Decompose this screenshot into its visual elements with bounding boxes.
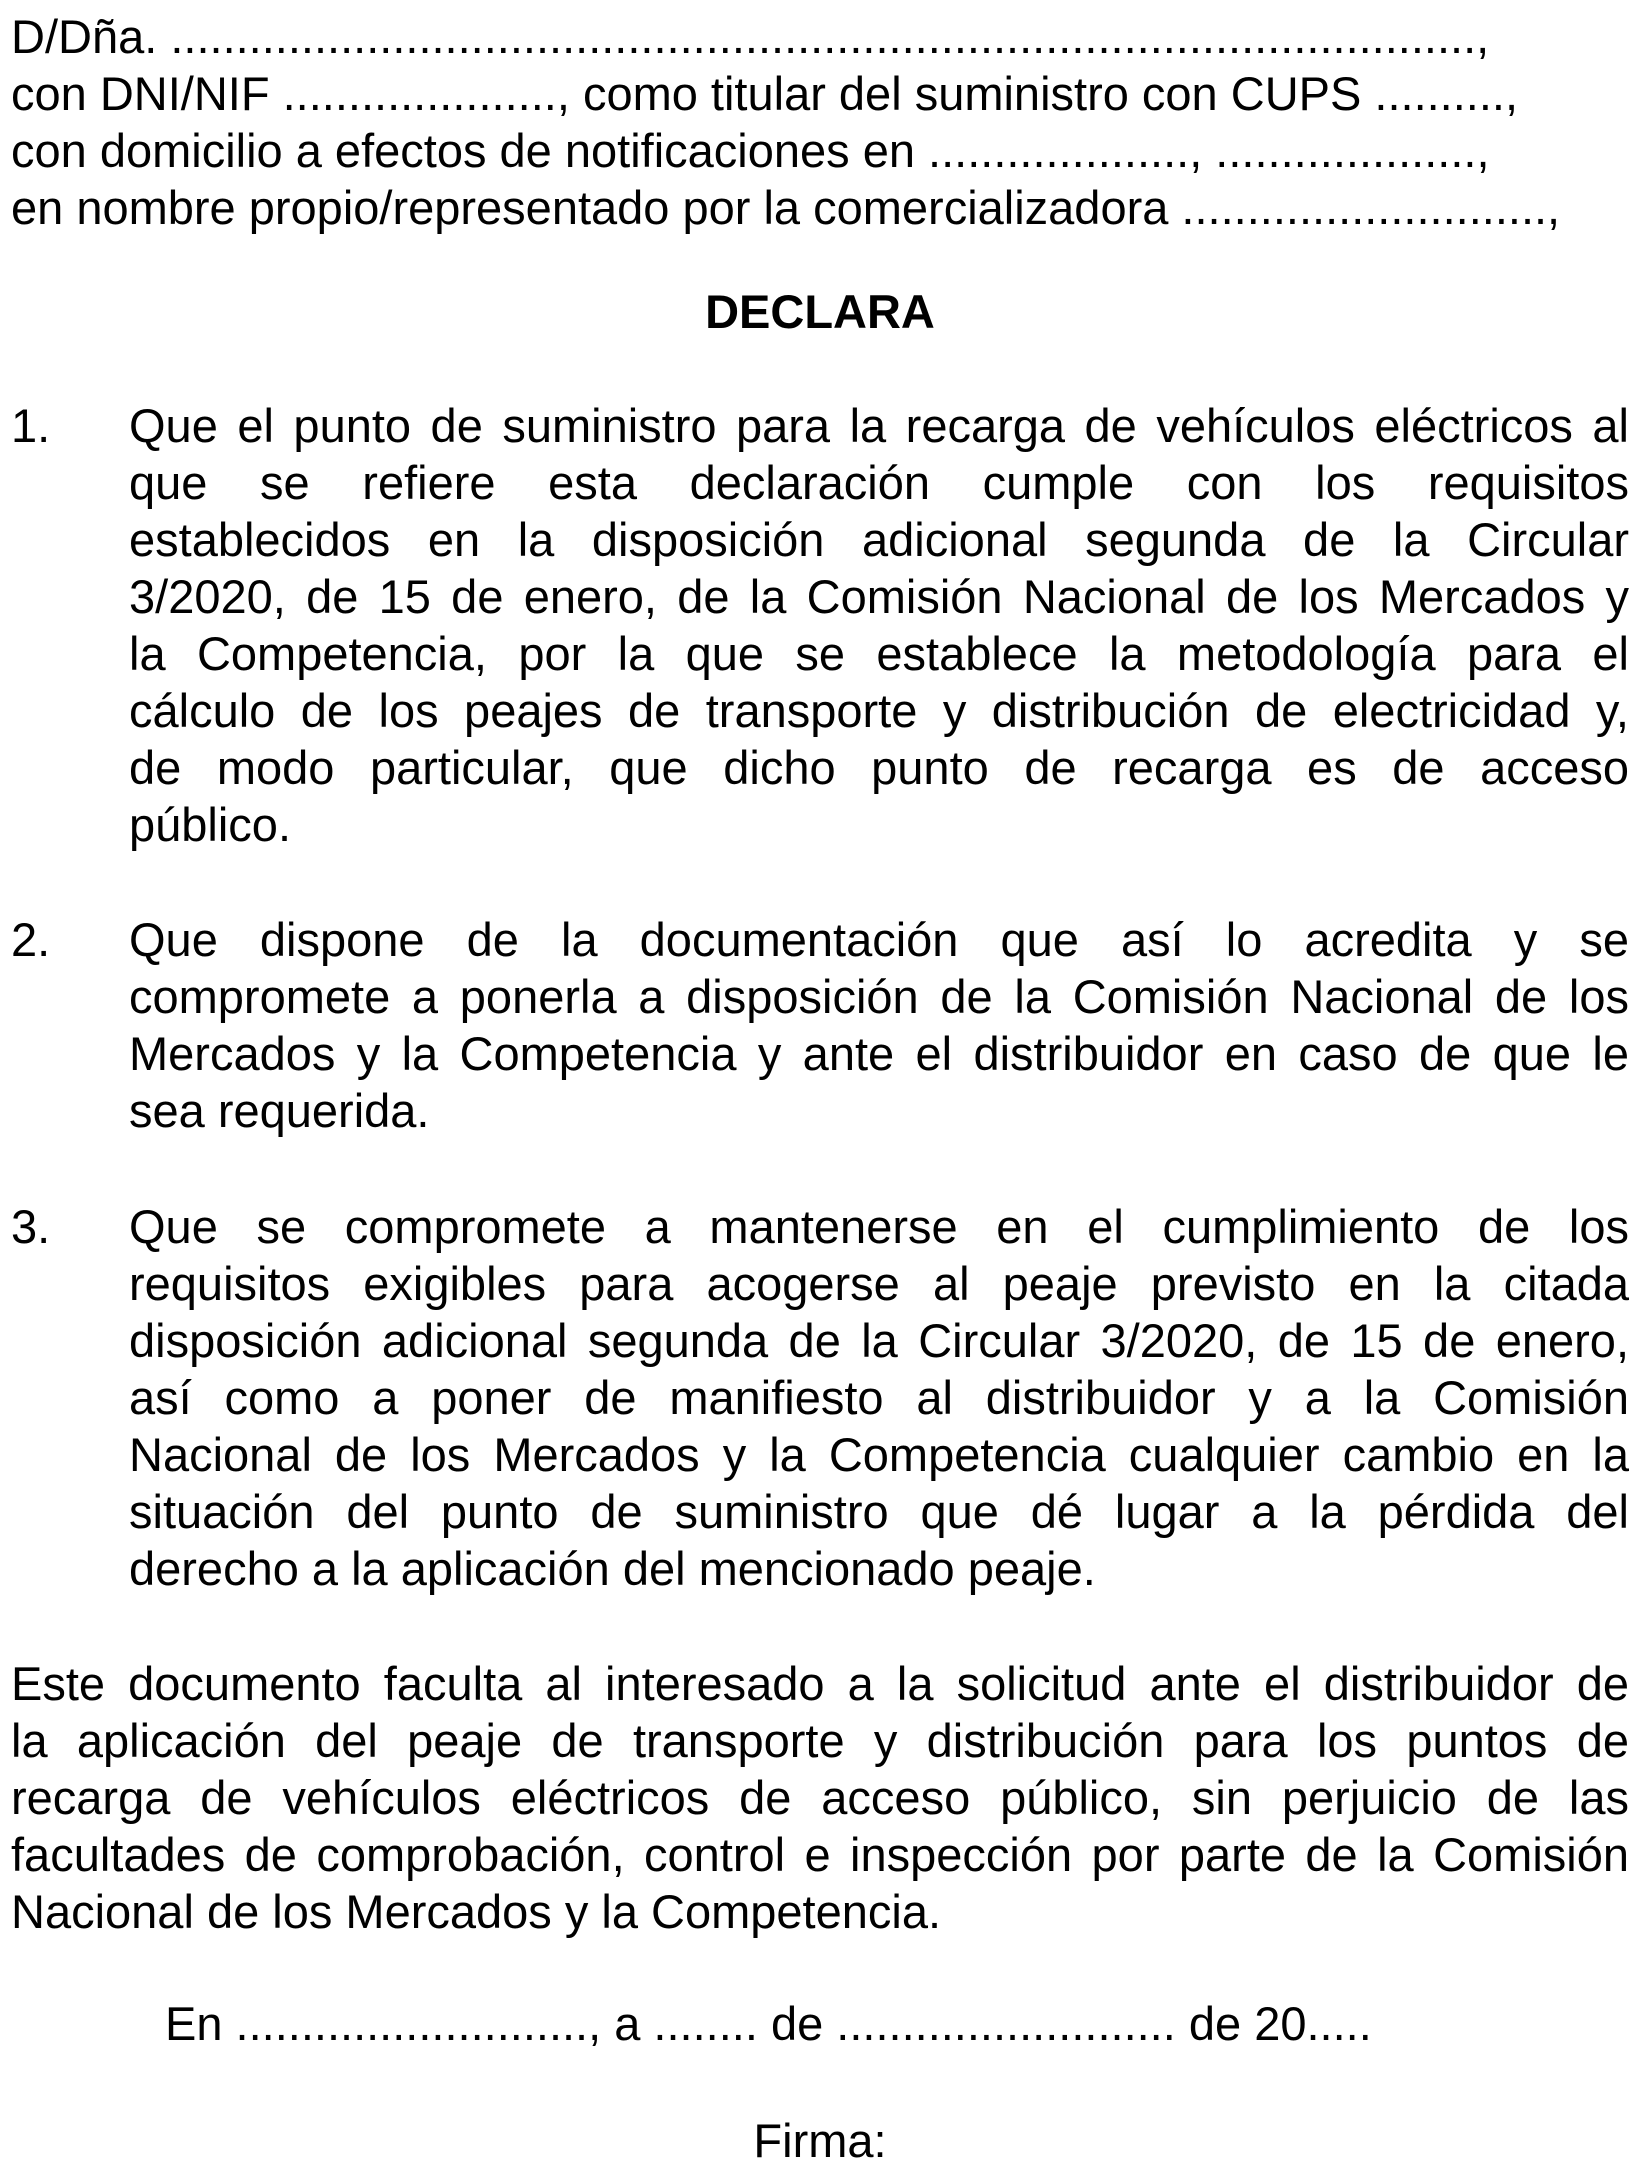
closing-line: Nacional de los Mercados y la Competencia. (11, 1885, 942, 1938)
header-line-name: D/Dña. ...................................................................................................., (11, 10, 1490, 63)
header-line-id: con DNI/NIF ....................., como titular del suministro con CUPS .........., (11, 67, 1519, 120)
item-line: de modo particular, que dicho punto de recarga es de acceso (129, 741, 1629, 794)
place-date-line: En ..........................., a ........ de .......................... de 20..... (165, 1997, 1372, 2050)
item-line: situación del punto de suministro que dé lugar a la pérdida del (129, 1485, 1629, 1538)
item-line: requisitos exigibles para acogerse al peaje previsto en la citada (129, 1257, 1629, 1310)
item-line: Que se compromete a mantenerse en el cumplimiento de los (129, 1200, 1629, 1253)
item-number: 3. (11, 1200, 51, 1253)
item-line: Nacional de los Mercados y la Competencia cualquier cambio en la (129, 1428, 1629, 1481)
item-line: que se refiere esta declaración cumple con los requisitos (129, 456, 1629, 509)
closing-line: la aplicación del peaje de transporte y distribución para los puntos de (11, 1714, 1629, 1767)
item-line: Que dispone de la documentación que así lo acredita y se (129, 913, 1629, 966)
declara-heading: DECLARA (705, 285, 935, 338)
item-line: Mercados y la Competencia y ante el distribuidor en caso de que le (129, 1027, 1629, 1080)
item-line: derecho a la aplicación del mencionado peaje. (129, 1542, 1096, 1595)
closing-line: recarga de vehículos eléctricos de acceso público, sin perjuicio de las (11, 1771, 1629, 1824)
closing-line: facultades de comprobación, control e inspección por parte de la Comisión (11, 1828, 1629, 1881)
item-line: así como a poner de manifiesto al distribuidor y a la Comisión (129, 1371, 1629, 1424)
signature-label: Firma: (753, 2114, 887, 2167)
item-number: 2. (11, 913, 51, 966)
item-line: 3/2020, de 15 de enero, de la Comisión Nacional de los Mercados y (129, 570, 1629, 623)
item-line: disposición adicional segunda de la Circular 3/2020, de 15 de enero, (129, 1314, 1629, 1367)
item-line: compromete a ponerla a disposición de la Comisión Nacional de los (129, 970, 1629, 1023)
closing-line: Este documento faculta al interesado a la solicitud ante el distribuidor de (11, 1657, 1629, 1710)
item-line: establecidos en la disposición adicional segunda de la Circular (129, 513, 1629, 566)
header-line-address: con domicilio a efectos de notificaciones en ...................., ...................., (11, 124, 1490, 177)
item-line: Que el punto de suministro para la recarga de vehículos eléctricos al (129, 399, 1629, 452)
item-line: público. (129, 798, 291, 851)
item-number: 1. (11, 399, 51, 452)
item-line: sea requerida. (129, 1084, 430, 1137)
header-line-representation: en nombre propio/representado por la comercializadora ............................, (11, 181, 1561, 234)
item-line: la Competencia, por la que se establece la metodología para el (129, 627, 1629, 680)
item-line: cálculo de los peajes de transporte y distribución de electricidad y, (129, 684, 1629, 737)
